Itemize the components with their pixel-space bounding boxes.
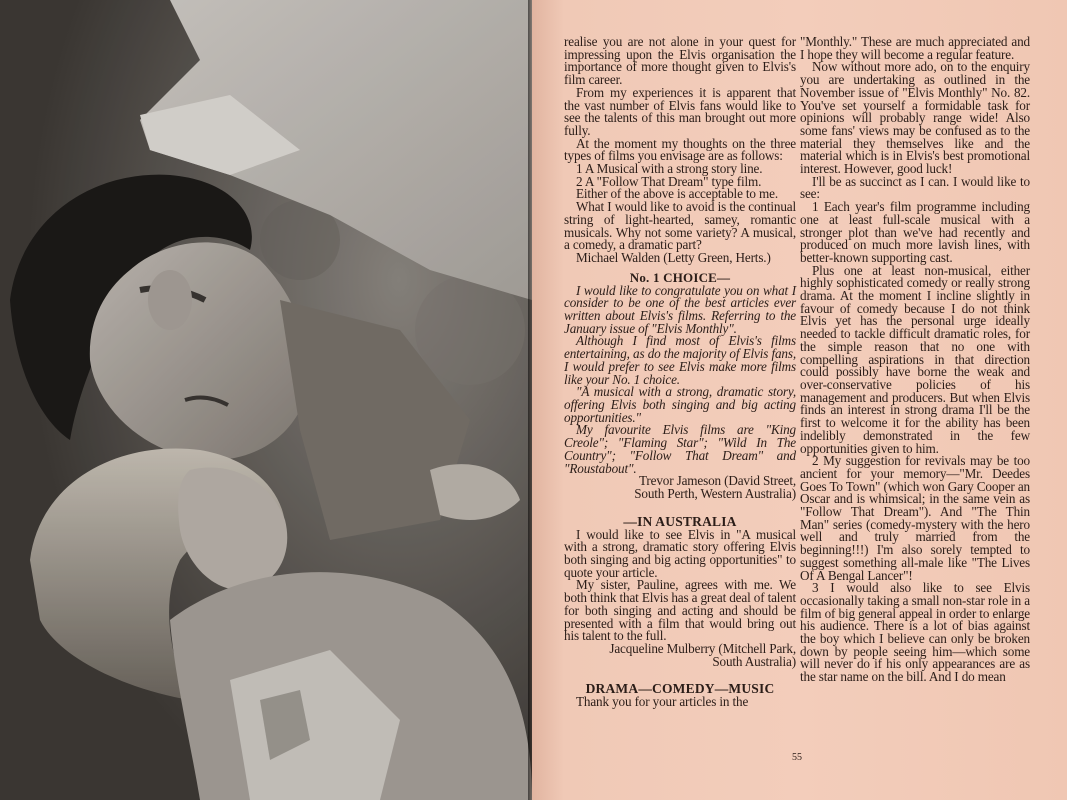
film-still-photograph xyxy=(0,0,532,800)
paragraph: Although I find most of Elvis's films entertaining, as do the majority of Elvis fans, I would prefer to see Elvis make more films like your No. 1 choice. xyxy=(564,333,796,387)
paragraph: realise you are not alone in your quest for impressing upon the Elvis organisation the importance of more thought given to Elvis's film career. xyxy=(564,34,796,88)
section-heading: —IN AUSTRALIA xyxy=(623,513,737,529)
left-text-column xyxy=(564,36,796,709)
section-heading: No. 1 CHOICE— xyxy=(629,269,731,285)
text-page xyxy=(532,0,1067,800)
paragraph: From my experiences it is apparent that the vast number of Elvis fans would like to see the talents of this man brought out more fully. xyxy=(564,84,796,138)
paragraph: What I would like to avoid is the continual string of light-hearted, samey, romantic musicals. Why not some variety? A musical, a comedy, a dramatic part? xyxy=(564,199,796,253)
paragraph: Now without more ado, on to the enquiry you are undertaking as outlined in the November issue of "Elvis Monthly" No. 82. You've set yourself a formidable task for opinions will probably range wide! Also some fans' views may be confused as to the material they themselves like and the material which is in Elvis's best promotional interest. However, good luck! xyxy=(800,59,1030,177)
photo-illustration xyxy=(0,0,532,800)
list-item: Either of the above is acceptable to me. xyxy=(576,186,778,202)
paragraph: 2 My suggestion for revivals may be too ancient for your memory—"Mr. Deedes Goes To Town" (which won Gary Cooper an Oscar and is whimsical; in the same vein as "Follow That Dream"). And "The Thin Man" series (comedy-mystery with the hero well and truly married from the beginning!!!) I'm also sorely tempted to suggest something all-male like "The Lives Of A Bengal Lancer"! xyxy=(800,453,1030,583)
paragraph: "Monthly." These are much appreciated and I hope they will become a regular feature. xyxy=(800,34,1030,62)
paragraph: My sister, Pauline, agrees with me. We both think that Elvis has a great deal of talent for both singing and acting and should be presented with a film that would bring out his talent to the full. xyxy=(564,577,796,644)
paragraph: I would like to see Elvis in "A musical with a strong, dramatic story offering Elvis both singing and big acting opportunities" to quote your article. xyxy=(564,526,796,580)
list-item: 2 A "Follow That Dream" type film. xyxy=(576,173,762,189)
letter-signature: South Perth, Western Australia) xyxy=(634,485,796,501)
letter-signature: Jacqueline Mulberry (Mitchell Park, xyxy=(609,640,796,656)
paragraph: Thank you for your articles in the xyxy=(576,694,749,710)
paragraph: I would like to congratulate you on what I consider to be one of the best articles ever written about Elvis's films. Referring to the January issue of "Elvis Monthly". xyxy=(564,282,796,336)
section-heading: DRAMA—COMEDY—MUSIC xyxy=(585,681,775,697)
paragraph: 3 I would also like to see Elvis occasionally taking a small non-star role in a film of big general appeal in order to enlarge his audience. There is a lot of bias against the boy which I believe can only be broken down by people seeing him—which some will never do if his only appearances are as the star name on the bill. And I do mean xyxy=(800,580,1030,685)
paragraph: My favourite Elvis films are "King Creole"; "Flaming Star"; "Wild In The Country"; "Follow That Dream" and "Roustabout". xyxy=(564,422,796,476)
paragraph: At the moment my thoughts on the three types of films you envisage are as follows: xyxy=(564,135,796,164)
right-text-column xyxy=(800,36,1030,684)
paragraph: "A musical with a strong, dramatic story, offering Elvis both singing and big acting opportunities." xyxy=(564,384,796,425)
letter-signature: Michael Walden (Letty Green, Herts.) xyxy=(576,249,771,265)
paragraph: I'll be as succinct as I can. I would like to see: xyxy=(800,173,1030,202)
letter-signature: Trevor Jameson (David Street, xyxy=(638,473,796,489)
letter-signature: South Australia) xyxy=(712,653,796,669)
list-item: 1 A Musical with a strong story line. xyxy=(576,161,763,177)
paragraph: 1 Each year's film programme including one at least full-scale musical with a stronger plot than we've had recently and produced on much more lavish lines, with better-known supporting cast. xyxy=(800,199,1030,265)
page-number: 55 xyxy=(792,752,802,763)
paragraph: Plus one at least non-musical, either highly sophisticated comedy or really strong drama. At the moment I incline slightly in favour of comedy because I do not think Elvis yet has the personal urge ideally needed to tackle difficult dramatic roles, for the simple reason that no one with compelling aspirations in that direction could possibly have borne the weak and over-conservative policies of his management and producers. But when Elvis finds an interest in strong drama I'll be the first to welcome it for the ability has been indelibly demonstrated in the few opportunities given to him. xyxy=(800,262,1030,456)
